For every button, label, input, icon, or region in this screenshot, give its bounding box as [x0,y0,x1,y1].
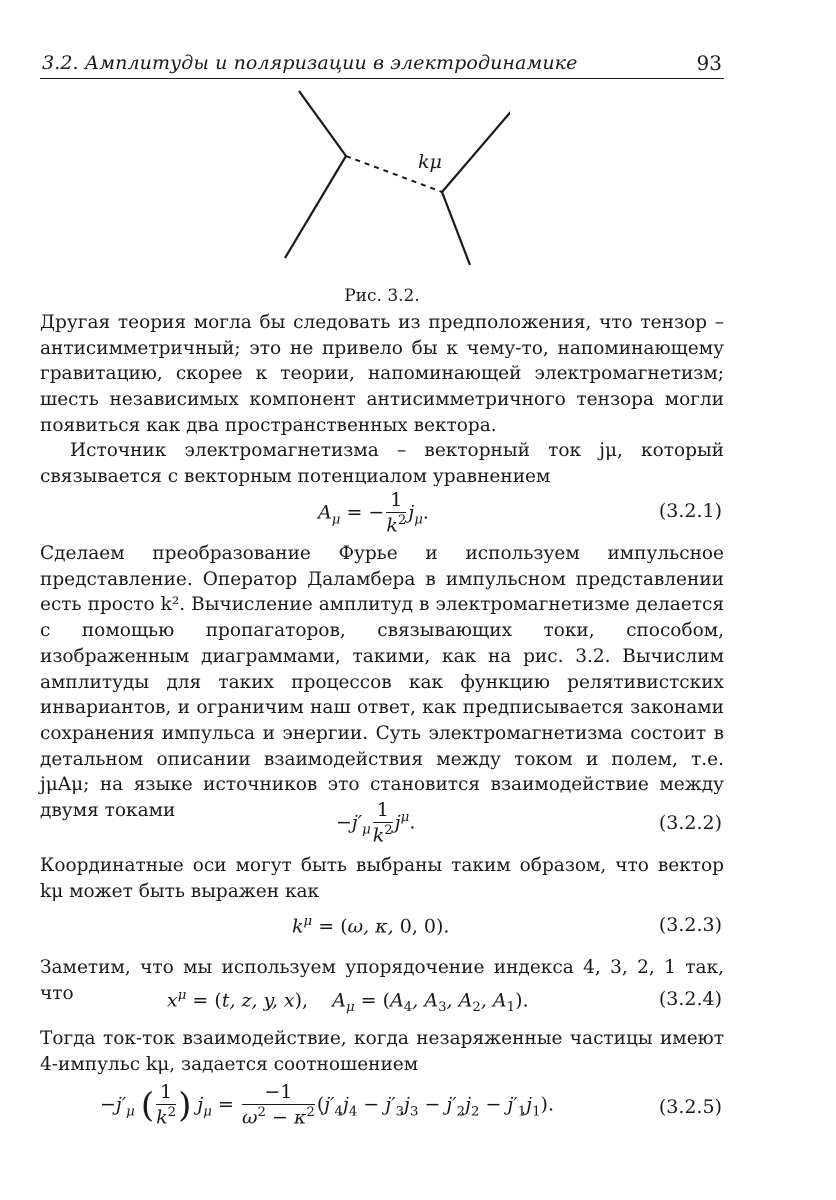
equation-3-2-1 [40,489,724,537]
equation-number: (3.2.2) [658,812,722,834]
diagram-line-upper-right [442,101,510,192]
diagram-line-lower-left [285,156,346,258]
diagram-line-lower-right [442,192,470,265]
equation-body: $-j'_\mu$ ( $\frac{1}{k^2}$ ) $j_\mu$ = $\frac{-1}{\omega^2 - \kappa^2}$ $(j'_4j_4 - j'_3j_3 - j'_2j_2 - j'_1j_1)$. [100,1081,554,1129]
page-header [40,50,724,79]
paragraph-1: Другая теория могла бы следовать из предположения, что тензор – антисимметричный; это не привело бы к чему-то, напоминающему гравитацию, скорее к теории, напоминающей электромагнетизм; шесть независимых компонент антисимметричного тензора могли появиться как два пространственных вектора. [40,312,724,436]
equation-3-2-5 [40,1081,724,1129]
diagram-line-upper-left [299,91,346,156]
page [40,0,724,1200]
equation-number: (3.2.4) [658,988,722,1010]
page-number: 93 [696,51,722,75]
paragraph-4: Координатные оси могут быть выбраны таким образом, что вектор kμ может быть выражен как [40,855,724,902]
momentum-label: kμ [418,151,442,173]
paragraph-2: Источник электромагнетизма – векторный ток jμ, который связывается с векторным потенциалом уравнением [40,440,724,487]
equation-body: $x^\mu = (t$, z, y, x), $A_\mu = (A_4$, $A_3$, $A_2$, $A_1$). [167,988,529,1016]
equation-3-2-4 [40,988,724,1028]
equation-body: $k^\mu = (\omega$, κ, 0, 0). [292,914,450,938]
paragraph-3: Сделаем преобразование Фурье и используем импульсное представление. Оператор Даламбера в импульсном представлении есть просто k². Вычисление амплитуд в электромагнетизме делается с помощью пропагаторов, связывающих токи, способом, изображенным диаграммами, такими, как на рис. 3.2. Вычислим амплитуды для таких процессов как функцию релятивистских инвариантов, и ограничим наш ответ, как предписывается законами сохранения импульса и энергии. Суть электромагнетизма состоит в детальном описании взаимодействия между током и полем, т.е. jμAμ; на языке источников это становится взаимодействие между двумя токами [40,543,724,822]
paragraph-6: Тогда ток-ток взаимодействие, когда незаряженные частицы имеют 4-импульс kμ, задается соотношением [40,1028,724,1075]
running-title: 3.2. Амплитуды и поляризации в электродинамике [42,52,578,74]
paragraph-5: Заметим, что мы используем упорядочение индекса 4, 3, 2, 1 так, что [40,957,724,1004]
equation-number: (3.2.3) [658,914,722,936]
figure-caption: Рис. 3.2. [344,286,420,306]
equation-3-2-2 [40,799,724,847]
equation-body: $-j'_\mu$ $\frac{1}{k^2}$ $j^\mu$. [336,799,416,847]
equation-number: (3.2.1) [658,500,722,522]
equation-3-2-3 [40,914,724,954]
equation-body: $A_\mu$ = − $\frac{1}{k^2}$ $j_\mu$. [318,489,429,537]
equation-number: (3.2.5) [658,1096,722,1118]
feynman-diagram [270,84,510,274]
